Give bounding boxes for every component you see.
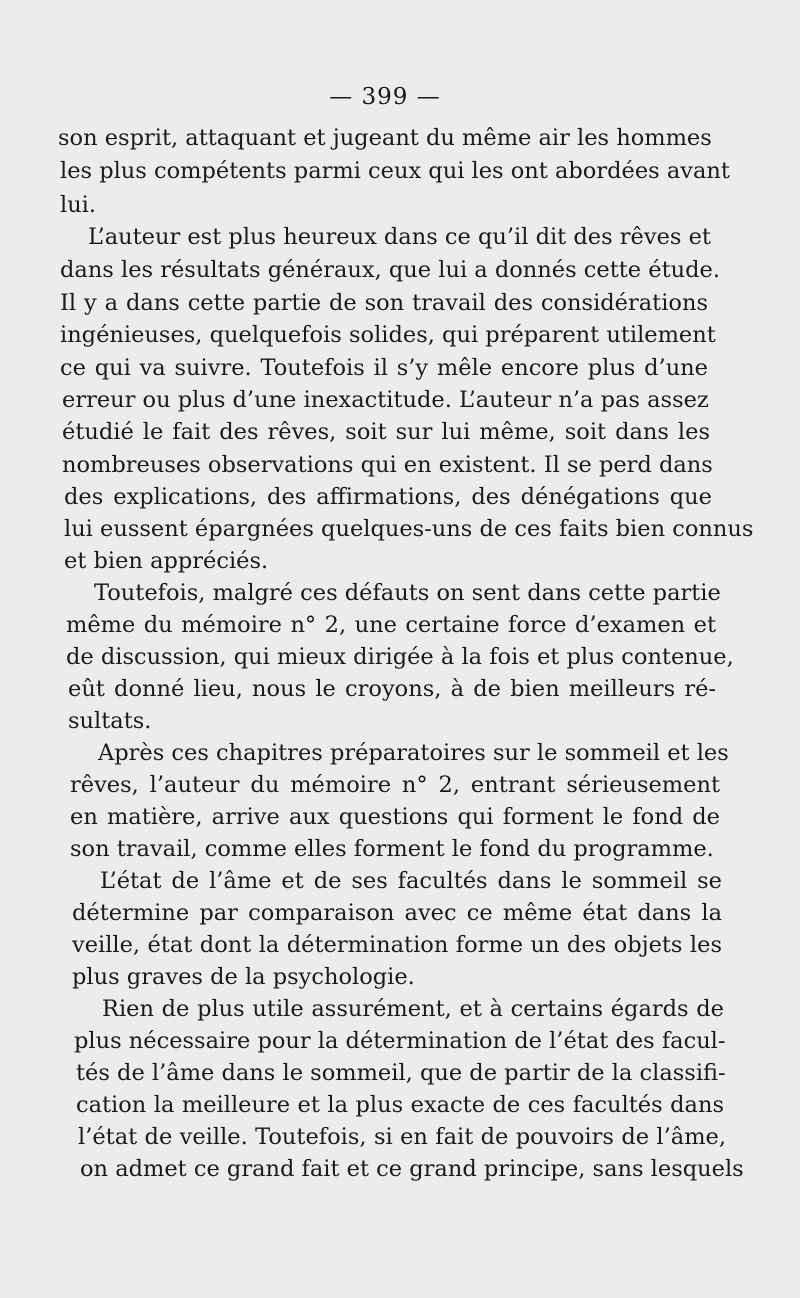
text-line: plus graves de la psychologie. <box>72 964 415 990</box>
text-line: plus nécessaire pour la détermination de l’état des facul- <box>74 1028 726 1054</box>
text-line: erreur ou plus d’une inexactitude. L’auteur n’a pas assez <box>62 387 709 413</box>
text-line: cation la meilleure et la plus exacte de ces facultés dans <box>76 1092 724 1118</box>
text-line: des explications, des affirmations, des dénégations que <box>64 484 712 510</box>
text-line: Toutefois, malgré ces défauts on sent dans cette partie <box>94 580 721 606</box>
text-line: l’état de veille. Toutefois, si en fait de pouvoirs de l’âme, <box>78 1124 726 1150</box>
text-line: eût donné lieu, nous le croyons, à de bien meilleurs ré- <box>68 676 716 702</box>
text-line: même du mémoire n° 2, une certaine force d’examen et <box>66 612 716 638</box>
text-line: de discussion, qui mieux dirigée à la fois et plus contenue, <box>66 644 734 670</box>
text-line: rêves, l’auteur du mémoire n° 2, entrant sérieusement <box>70 772 720 798</box>
text-line: et bien appréciés. <box>64 548 269 574</box>
text-line: Après ces chapitres préparatoires sur le sommeil et les <box>98 740 729 766</box>
text-line: son travail, comme elles forment le fond du programme. <box>70 836 714 862</box>
text-line: L’état de l’âme et de ses facultés dans le sommeil se <box>100 868 722 894</box>
text-line: lui eussent épargnées quelques-uns de ces faits bien connus <box>64 516 754 542</box>
text-line: étudié le fait des rêves, soit sur lui même, soit dans les <box>62 419 710 445</box>
page-number: — 399 — <box>329 84 441 110</box>
text-line: Il y a dans cette partie de son travail des considérations <box>60 290 708 316</box>
text-line: dans les résultats généraux, que lui a donnés cette étude. <box>60 257 720 283</box>
text-line: nombreuses observations qui en existent. Il se perd dans <box>62 452 713 478</box>
text-line: veille, état dont la détermination forme un des objets les <box>72 932 722 958</box>
text-line: en matière, arrive aux questions qui forment le fond de <box>70 804 720 830</box>
text-line: tés de l’âme dans le sommeil, que de partir de la classifi- <box>76 1060 726 1086</box>
text-line: ingénieuses, quelquefois solides, qui préparent utilement <box>60 322 716 348</box>
text-line: lui. <box>60 192 97 218</box>
text-line: son esprit, attaquant et jugeant du même air les hommes <box>58 125 712 151</box>
text-line: on admet ce grand fait et ce grand principe, sans lesquels <box>80 1156 744 1182</box>
text-line: L’auteur est plus heureux dans ce qu’il dit des rêves et <box>88 224 711 250</box>
text-line: les plus compétents parmi ceux qui les ont abordées avant <box>60 158 730 184</box>
text-line: ce qui va suivre. Toutefois il s’y mêle encore plus d’une <box>60 355 708 381</box>
text-line: Rien de plus utile assurément, et à certains égards de <box>102 996 724 1022</box>
text-line: détermine par comparaison avec ce même état dans la <box>72 900 722 926</box>
text-line: sultats. <box>68 708 152 734</box>
